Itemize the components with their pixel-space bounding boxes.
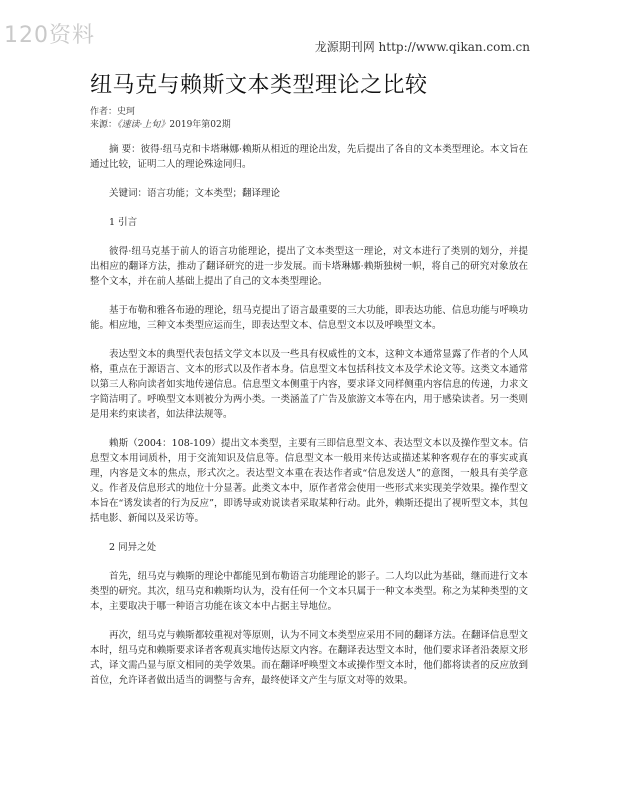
watermark-logo: 120资料 — [4, 23, 95, 48]
paragraph: 彼得·纽马克基于前人的语言功能理论，提出了文本类型这一理论，对文本进行了类别的划分，并提出相应的翻译方法，推动了翻译研究的进一步发展。而卡塔琳娜·赖斯独树一帜，将自己的研究对象放在整个文本，并在前人基础上提出了自己的文本类型理论。 — [90, 246, 528, 287]
section-heading-comparison: 2 同异之处 — [109, 542, 157, 553]
keywords: 关键词：语言功能；文本类型；翻译理论 — [109, 188, 281, 199]
article-title: 纽马克与赖斯文本类型理论之比较 — [90, 73, 428, 98]
source-line — [90, 119, 528, 132]
paragraph: 赖斯（2004：108-109）提出文本类型，主要有三即信息型文本、表达型文本以及操作型文本。信息型文本用词质朴，用于交流知识及信息等。信息型文本一般用来传达或描述某种客观存在的事实或真理，内容是文本的焦点，形式次之。表达型文本重在表达作者或“信息发送人”的意图，一般具有美学意义。作者及信息形式的地位十分显著。此类文本中，原作者常会使用一些形式来实现美学效果。操作型文本旨在“诱发读者的行为反应”，即诱导或劝说读者采取某种行动。此外，赖斯还提出了视听型文本，其包括电影、新闻以及采访等。 — [90, 438, 528, 524]
author-line: 作者：史珂 — [90, 107, 136, 117]
site-header-link[interactable]: 龙源期刊网 http://www.qikan.com.cn — [314, 40, 530, 54]
paragraph: 再次，纽马克与赖斯都较重视对等原则，认为不同文本类型应采用不同的翻译方法。在翻译信息型文本时，纽马克和赖斯要求译者客观真实地传达原文内容。在翻译表达型文本时，他们要求译者沿袭原文形式，译文需凸显与原文相同的美学效果。而在翻译呼唤型文本或操作型文本时，他们都将读者的反应放到首位，允许译者做出适当的调整与舍弃，最终使译文产生与原文对等的效果。 — [90, 630, 528, 686]
source-prefix: 来源： — [90, 120, 118, 130]
paragraph: 表达型文本的典型代表包括文学文本以及一些具有权威性的文本，这种文本通常显露了作者的个人风格，重点在于源语言、文本的形式以及作者本身。信息型文本包括科技文本及学术论文等。这类文本通常以第三人称向读者如实地传递信息。信息型文本侧重于内容，要求译文同样侧重内容信息的传递，力求文字简洁明了。呼唤型文本则被分为两小类。一类涵盖了广告及旅游文本等在内，用于感染读者。另一类则是用来约束读者，如法律法规等。 — [90, 349, 528, 420]
abstract: 摘 要：彼得·纽马克和卡塔琳娜·赖斯从相近的理论出发，先后提出了各自的文本类型理论。本文旨在通过比较，证明二人的理论殊途同归。 — [90, 144, 528, 170]
article-page — [90, 72, 528, 702]
source-issue: 2019年第02期 — [169, 120, 231, 130]
source-journal: 《速读·上旬》 — [117, 120, 170, 130]
paragraph: 基于布勒和雅各布逊的理论，纽马克提出了语言最重要的三大功能，即表达功能、信息功能与呼唤功能。相应地，三种文本类型应运而生，即表达型文本、信息型文本以及呼唤型文本。 — [90, 305, 528, 331]
section-heading-intro: 1 引言 — [109, 217, 138, 228]
paragraph: 首先，纽马克与赖斯的理论中都能见到布勒语言功能理论的影子。二人均以此为基础，继而进行文本类型的研究。其次，纽马克和赖斯均认为，没有任何一个文本只属于一种文本类型。称之为某种类型的文本，主要取决于哪一种语言功能在该文本中占据主导地位。 — [90, 571, 528, 612]
